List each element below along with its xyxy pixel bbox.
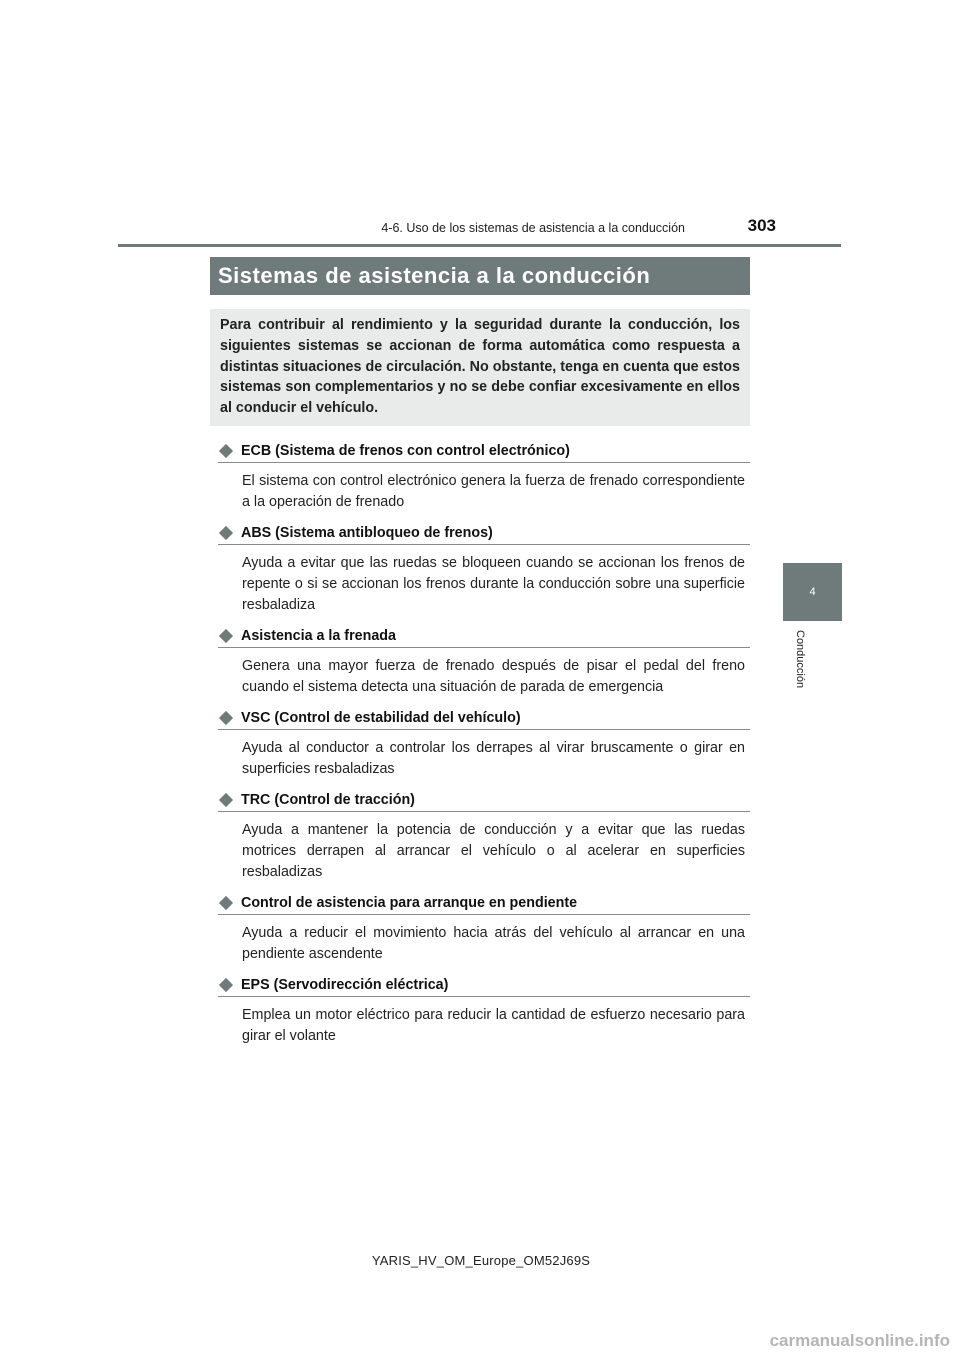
watermark: carmanualsonline.info <box>769 1331 950 1350</box>
chapter-label: Conducción <box>794 630 806 689</box>
page-title: Sistemas de asistencia a la conducción <box>210 257 750 295</box>
section-body: Ayuda a reducir el movimiento hacia atrás del vehículo al arrancar en una pendiente ascendente <box>242 925 745 962</box>
intro-box <box>210 309 750 426</box>
section-trc <box>218 789 750 883</box>
diamond-icon <box>219 896 233 910</box>
section-heading-text: ECB (Sistema de frenos con control electrónico) <box>241 443 570 459</box>
section-heading-text: TRC (Control de tracción) <box>241 792 415 808</box>
section-heading <box>218 522 750 545</box>
section-eps <box>218 974 750 1047</box>
section-heading-text: ABS (Sistema antibloqueo de frenos) <box>241 525 493 541</box>
diamond-icon <box>219 793 233 807</box>
section-ecb <box>218 440 750 513</box>
section-body: Ayuda a evitar que las ruedas se bloqueen cuando se accionan los frenos de repente o si se accionan los frenos durante la conducción sobre una superficie resbaladiza <box>242 555 745 613</box>
footer-document-id: YARIS_HV_OM_Europe_OM52J69S <box>371 1253 591 1268</box>
section-body: Genera una mayor fuerza de frenado después de pisar el pedal del freno cuando el sistema detecta una situación de parada de emergencia <box>242 658 745 695</box>
chapter-number: 4 <box>809 586 816 598</box>
diamond-icon <box>219 444 233 458</box>
diamond-icon <box>219 629 233 643</box>
chapter-tab <box>783 563 842 621</box>
diamond-icon <box>219 711 233 725</box>
diamond-icon <box>219 978 233 992</box>
section-body: El sistema con control electrónico genera la fuerza de frenado correspondiente a la operación de frenado <box>242 473 745 510</box>
section-body: Ayuda a mantener la potencia de conducción y a evitar que las ruedas motrices derrapen al arrancar el vehículo o al acelerar en superficies resbaladizas <box>242 822 745 880</box>
header-section-title: 4-6. Uso de los sistemas de asistencia a la conducción <box>381 221 685 235</box>
section-hill-start <box>218 892 750 965</box>
section-heading-text: Asistencia a la frenada <box>241 628 396 644</box>
section-heading <box>218 892 750 915</box>
section-body: Ayuda al conductor a controlar los derrapes al virar bruscamente o girar en superficies resbaladizas <box>242 740 745 777</box>
section-heading <box>218 707 750 730</box>
diamond-icon <box>219 526 233 540</box>
page-number: 303 <box>747 216 776 235</box>
section-heading <box>218 974 750 997</box>
intro-text: Para contribuir al rendimiento y la seguridad durante la conducción, los siguientes sistemas se accionan de forma automática como respuesta a distintas situaciones de circulación. No obstante, tenga en cuenta que estos sistemas son complementarios y no se debe confiar excesivamente en ellos al conducir el vehículo. <box>220 317 740 417</box>
section-brake-assist <box>218 625 750 698</box>
section-body: Emplea un motor eléctrico para reducir la cantidad de esfuerzo necesario para girar el volante <box>242 1007 745 1044</box>
section-heading-text: Control de asistencia para arranque en pendiente <box>241 895 578 911</box>
section-heading-text: VSC (Control de estabilidad del vehículo) <box>241 710 521 726</box>
section-heading <box>218 625 750 648</box>
header-divider <box>118 244 841 247</box>
section-abs <box>218 522 750 616</box>
section-heading <box>218 440 750 463</box>
section-heading <box>218 789 750 812</box>
section-heading-text: EPS (Servodirección eléctrica) <box>241 977 449 993</box>
section-vsc <box>218 707 750 780</box>
